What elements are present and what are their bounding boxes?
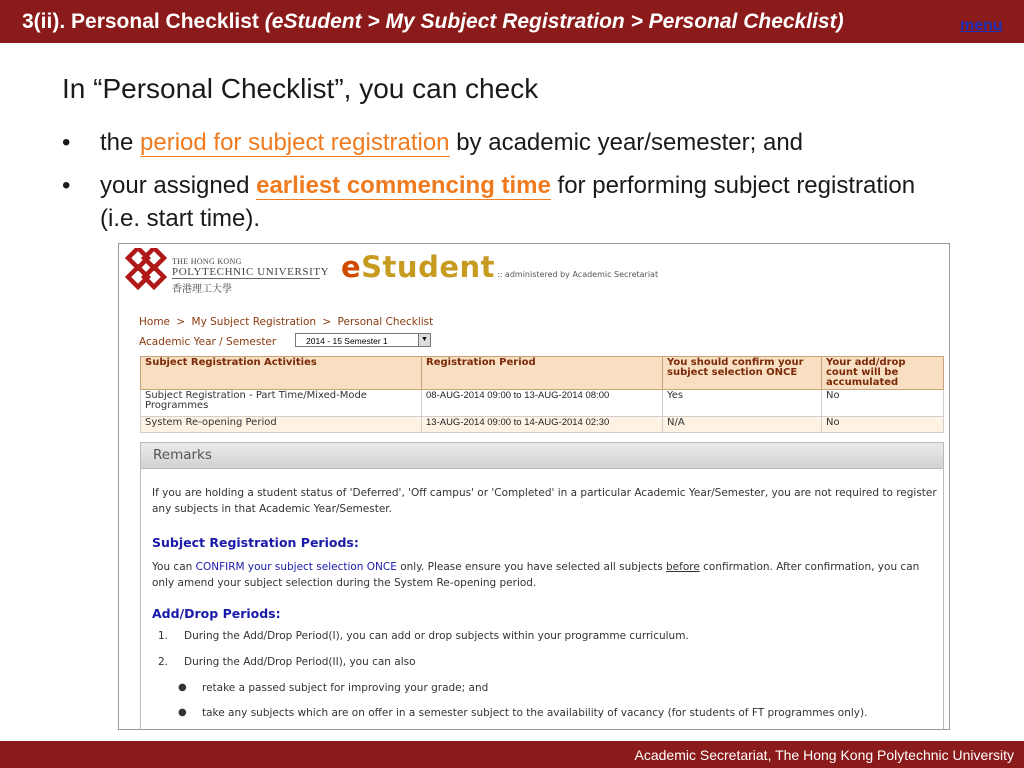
university-name-chinese: 香港理工大學 xyxy=(172,284,232,295)
breadcrumb-home[interactable]: Home xyxy=(139,316,171,328)
remarks-panel xyxy=(140,442,944,730)
before-emphasis: before xyxy=(666,561,700,573)
year-semester-value: 2014 - 15 Semester 1 xyxy=(306,336,388,346)
slide-title xyxy=(22,10,844,34)
list-item: During the Add/Drop Period(II), you can also xyxy=(184,656,416,668)
university-name xyxy=(172,257,329,295)
breadcrumb-my-subject-registration[interactable]: My Subject Registration xyxy=(191,316,317,328)
slide-title-plain: 3(ii). Personal Checklist xyxy=(22,10,265,33)
table-cell: N/A xyxy=(663,417,822,433)
slide-heading: In “Personal Checklist”, you can check xyxy=(62,73,539,104)
bullet-text-pre: your assigned xyxy=(100,172,257,199)
year-semester-label: Academic Year / Semester xyxy=(139,336,277,348)
slide-title-path: (eStudent > My Subject Registration > Personal Checklist) xyxy=(264,10,844,33)
bullet-text-post: by academic year/semester; and xyxy=(449,129,804,156)
university-name-line2: POLYTECHNIC UNIVERSITY xyxy=(172,266,330,278)
table-row xyxy=(141,417,944,433)
remarks-intro: If you are holding a student status of 'Deferred', 'Off campus' or 'Completed' in a particular Academic Year/Semester, you are not required to register any subjects in that Academic Year/Semester. xyxy=(152,487,937,515)
bullet-text-pre: the xyxy=(100,129,141,156)
table-cell: No xyxy=(822,390,944,417)
chevron-down-icon[interactable]: ▼ xyxy=(418,334,430,346)
bullet-marker: • xyxy=(62,129,71,156)
estudent-logo xyxy=(341,250,495,284)
column-header: You should confirm your subject selection ONCE xyxy=(663,357,822,390)
breadcrumb-personal-checklist: Personal Checklist xyxy=(337,316,434,328)
confirm-once-link[interactable]: CONFIRM your subject selection ONCE xyxy=(195,561,397,573)
title-bar xyxy=(0,0,1024,43)
breadcrumb xyxy=(139,316,436,328)
subject-registration-periods-text xyxy=(152,559,942,591)
breadcrumb-separator: > xyxy=(176,316,186,328)
table-cell: Yes xyxy=(663,390,822,417)
bullet-marker: • xyxy=(62,172,71,199)
list-item: During the Add/Drop Period(I), you can add or drop subjects within your programme curriculum. xyxy=(184,630,689,642)
university-name-line1: THE HONG KONG xyxy=(172,257,242,266)
bullet-highlight: earliest commencing time xyxy=(256,172,551,199)
table-cell: Subject Registration - Part Time/Mixed-Mode Programmes xyxy=(141,390,422,417)
breadcrumb-separator: > xyxy=(322,316,332,328)
bullet-text-post: for performing subject registration (i.e. start time). xyxy=(100,172,916,232)
polyu-logo-icon xyxy=(123,248,169,296)
table-cell: 13-AUG-2014 09:00 to 14-AUG-2014 02:30 xyxy=(422,417,663,433)
estudent-logo-e: e xyxy=(341,250,362,284)
column-header: Registration Period xyxy=(422,357,663,390)
estudent-logo-text: Student xyxy=(361,250,496,284)
footer-text: Academic Secretariat, The Hong Kong Polytechnic University xyxy=(634,747,1014,763)
table-cell: System Re-opening Period xyxy=(141,417,422,433)
list-item: retake a passed subject for improving your grade; and xyxy=(202,682,489,694)
remarks-text: You can xyxy=(152,561,196,573)
bullet-highlight: period for subject registration xyxy=(140,129,450,156)
table-cell: 08-AUG-2014 09:00 to 13-AUG-2014 08:00 xyxy=(422,390,663,417)
remarks-text: confirmation. After confirmation, you can only amend your subject selection during the System Re-opening period. xyxy=(152,561,920,589)
registration-table xyxy=(140,356,944,433)
footer-bar xyxy=(0,741,1024,768)
table-row xyxy=(141,390,944,417)
list-item-number: 1. xyxy=(158,630,169,642)
list-item: take any subjects which are on offer in a semester subject to the availability of vacancy (for students of FT programmes only). xyxy=(202,707,868,719)
menu-link[interactable]: menu xyxy=(960,17,1003,34)
column-header: Subject Registration Activities xyxy=(141,357,422,390)
estudent-screenshot xyxy=(118,243,950,730)
bullet-dot: ● xyxy=(178,707,187,718)
year-semester-select[interactable] xyxy=(295,333,431,347)
subject-registration-periods-heading: Subject Registration Periods: xyxy=(152,535,359,550)
bullet-dot: ● xyxy=(178,682,187,693)
remarks-text: only. Please ensure you have selected all subjects xyxy=(396,561,667,573)
list-item-number: 2. xyxy=(158,656,169,668)
administered-by: :: administered by Academic Secretariat xyxy=(497,270,659,279)
table-header-row xyxy=(141,357,944,390)
add-drop-periods-heading: Add/Drop Periods: xyxy=(152,606,281,621)
column-header: Your add/drop count will be accumulated xyxy=(822,357,944,390)
table-cell: No xyxy=(822,417,944,433)
divider xyxy=(172,278,320,279)
remarks-title: Remarks xyxy=(141,443,943,469)
